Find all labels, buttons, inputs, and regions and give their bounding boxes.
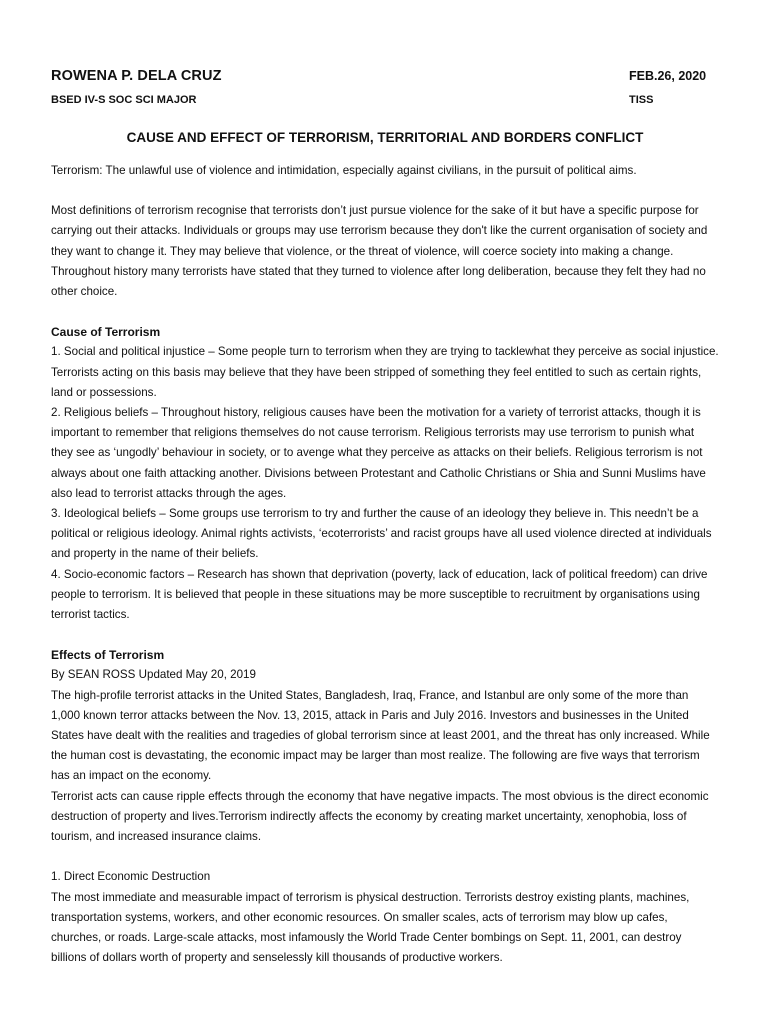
- causes-heading: Cause of Terrorism: [51, 325, 161, 340]
- document-page: [51, 68, 719, 968]
- sub-header-row: [51, 94, 719, 106]
- effects-paragraph-1: The high-profile terrorist attacks in the United States, Bangladesh, Iraq, France, and Istanbul are only some of the more than 1,000 known terror attacks between the Nov. 13, 2015, attack in Paris and July 2016. Investors and businesses in the United States have dealt with the realities and tragedies of global terrorism since at least 2001, and the threat has only increased. While the human cost is devastating, the economic impact may be larger than most realize. The following are five ways that terrorism has an impact on the economy.: [51, 688, 710, 783]
- course-label: BSED IV-S SOC SCI MAJOR: [51, 94, 197, 106]
- cause-item: 1. Social and political injustice – Some people turn to terrorism when they are trying to tacklewhat they perceive as social injustice. Terrorists acting on this basis may believe that they have been stripped of something they feel entitled to such as certain rights, land or possessions.: [51, 345, 719, 399]
- author-name: ROWENA P. DELA CRUZ: [51, 68, 222, 84]
- intro-paragraph-1: Most definitions of terrorism recognise that terrorists don’t just pursue violence for the sake of it but have a specific purpose for carrying out their attacks. Individuals or groups may use terrorism because they don't like the current organisation of society and they want to change it. They may believe that violence, or the threat of violence, will coerce society into making a change.: [51, 204, 708, 258]
- effects-paragraph-2: Terrorist acts can cause ripple effects through the economy that have negative impacts. The most obvious is the direct economic destruction of property and lives.Terrorism indirectly affects the economy by creating market uncertainty, xenophobia, loss of tourism, and increased insurance claims.: [51, 789, 709, 844]
- effects-byline: By SEAN ROSS Updated May 20, 2019: [51, 668, 256, 682]
- effects-heading: Effects of Terrorism: [51, 648, 165, 663]
- document-title: CAUSE AND EFFECT OF TERRORISM, TERRITORIAL AND BORDERS CONFLICT: [126, 130, 644, 145]
- subject-code: TISS: [629, 94, 654, 106]
- cause-item: 4. Socio-economic factors – Research has shown that deprivation (poverty, lack of education, lack of political freedom) can drive people to terrorism. It is believed that people in these situations may be more susceptible to recruitment by organisations using terrorist tactics.: [51, 567, 708, 622]
- section-1-body: The most immediate and measurable impact of terrorism is physical destruction. Terrorists destroy existing plants, machines, transportation systems, workers, and other economic resources. On smaller scales, acts of terrorism may blow up cafes, churches, or roads. Large-scale attacks, most infamously the World Trade Center bombings on Sept. 11, 2001, can destroy billions of dollars worth of property and senselessly kill thousands of productive workers.: [51, 890, 690, 965]
- document-date: FEB.26, 2020: [629, 69, 707, 83]
- intro-paragraph-2: Throughout history many terrorists have stated that they turned to violence after long deliberation, because they felt they had no other choice.: [51, 264, 706, 299]
- cause-item: 3. Ideological beliefs – Some groups use terrorism to try and further the cause of an ideology they believe in. This needn’t be a political or religious ideology. Animal rights activists, ‘ecoterrorists’ and racist groups have all used violence directed at individuals and property in the name of their beliefs.: [51, 507, 712, 561]
- header-row: [51, 68, 719, 84]
- section-1-heading: 1. Direct Economic Destruction: [51, 870, 211, 884]
- cause-item: 2. Religious beliefs – Throughout history, religious causes have been the motivation for a variety of terrorist attacks, though it is important to remember that religions themselves do not cause terrorism. Religious terrorists may use terrorism to punish what they see as ‘ungodly’ behaviour in society, or to avenge what they perceive as attacks on their beliefs. Religious terrorism is not always about one faith attacking another. Divisions between Protestant and Catholic Christians or Shia and Sunni Muslims have also lead to terrorist attacks through the ages.: [51, 406, 706, 500]
- definition-paragraph: Terrorism: The unlawful use of violence and intimidation, especially against civilians, in the pursuit of political aims.: [51, 164, 637, 177]
